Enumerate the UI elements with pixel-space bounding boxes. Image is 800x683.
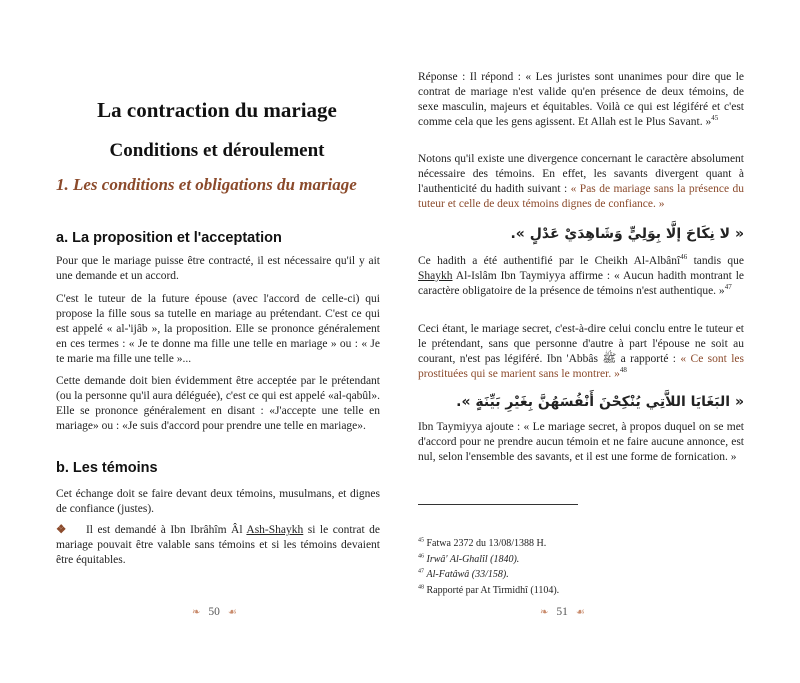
- bullet-icon: ❖: [56, 524, 68, 536]
- paragraph: Ce hadith a été authentifié par le Cheikh Al-Albânî$^{46}$ tandis que Shaykh Al-Islâm Ibn Taymiyya affirme : « Aucun hadith montrant le caractère obligatoire de la présence de témoins n'est authentique. »$^{47}$: [418, 253, 744, 297]
- chapter-subtitle: Conditions et déroulement: [109, 140, 325, 161]
- ornament-icon: ❧: [540, 606, 549, 618]
- paragraph: Ibn Taymiyya ajoute : « Le mariage secret, à propos duquel on se met d'accord pour ne prendre aucun témoin et ne faire aucune annonce, est nul, selon l'ensemble des savants, et il est une forme de fornication. »: [418, 421, 744, 463]
- ornament-icon: ❧: [192, 606, 201, 618]
- paragraph: Cet échange doit se faire devant deux témoins, musulmans, et dignes de confiance (justes).: [56, 488, 380, 515]
- hadith-quote: « Ce sont les prostituées qui se marient sans le montrer. »: [418, 353, 744, 380]
- paragraph-answer: Réponse : Il répond : « Les juristes sont unanimes pour dire que le contrat de mariage n'est valide qu'en présence de deux témoins, de sexe masculin, majeurs et équitables. Voilà ce qui est légiféré et c'est comme cela que les gens agissent. Et Allah est le Plus Savant. »$^{45}$: [418, 71, 744, 128]
- subheading-witnesses: b. Les témoins: [56, 460, 158, 476]
- footnote-ref: 47: [724, 283, 732, 292]
- footnotes: [418, 536, 718, 598]
- subheading-proposition: a. La proposition et l'acceptation: [56, 230, 282, 246]
- footnote: $^{47}$ Al-Fatâwâ (33/158).: [418, 568, 509, 580]
- paragraph: Ceci étant, le mariage secret, c'est-à-dire celui conclu entre le tuteur et le prétendant, sans que personne d'autre à part l'épouse ne soit au courant, n'est pas légiféré. Ibn 'Abbâs ﷺ a rapporté : « Ce sont les prostituées qui se marient sans le montrer. »$^{48}$: [418, 323, 744, 380]
- paragraph: C'est le tuteur de la future épouse (avec l'accord de celle-ci) qui propose la fille sous sa tutelle en mariage au prétendant. C'est ce qui est appelé « al-'ijâb », la proposition. Elle se prononce généralement en ces termes : « Je te donne ma fille une telle en mariage » ou : « Je te marie ma fille une telle »...: [56, 293, 380, 365]
- footnote-ref: 48: [619, 366, 627, 375]
- arabic-quote: « البَغَايَا اللاَّتِي يُنْكِحْنَ أَنْفُسَهُنَّ بِغَيْرِ بَيِّنَةٍ ».: [456, 394, 744, 410]
- right-page: [400, 0, 800, 683]
- section-title: 1. Les conditions et obligations du mariage: [56, 175, 357, 194]
- arabic-quote: « لا نِكَاحَ إلَّا بِوَلِيٍّ وَشَاهِدَيْ عَدْلٍ ».: [510, 226, 744, 242]
- page-number: ❧ 50 ☙: [192, 606, 237, 618]
- footnote-ref: 46: [680, 253, 688, 262]
- footnote-ref: 45: [711, 114, 719, 123]
- footnote: $^{45}$ Fatwa 2372 du 13/08/1388 H.: [418, 537, 547, 549]
- ornament-icon: ☙: [227, 606, 237, 618]
- footnote-divider: [418, 504, 578, 505]
- page-number: ❧ 51 ☙: [540, 606, 585, 618]
- ornament-icon: ☙: [575, 606, 585, 618]
- footnote: $^{48}$ Rapporté par At Tirmidhî (1104).: [418, 584, 560, 596]
- paragraph: Notons qu'il existe une divergence concernant le caractère absolument nécessaire des témoins. En effet, les savants divergent quant à l'authenticité du hadith suivant : « Pas de mariage sans la présence du tuteur et celle de deux témoins dignes de confiance. »: [418, 153, 744, 210]
- paragraph: Cette demande doit bien évidemment être acceptée par le prétendant (ou la personne qu'il aura déléguée), c'est ce qui est appelé «al-qabûl». Elle se prononce généralement en disant : «J'accepte une telle en mariage» ou : «Je suis d'accord pour prendre une telle en mariage».: [56, 375, 380, 432]
- footnote: $^{46}$ Irwâ' Al-Ghalîl (1840).: [418, 553, 520, 565]
- paragraph-question: ❖ Il est demandé à Ibn Ibrâhîm Âl Ash-Shaykh si le contrat de mariage pouvait être valable sans témoins et si les témoins devaient être équitables.: [56, 524, 381, 566]
- paragraph: Pour que le mariage puisse être contracté, il est nécessaire qu'il y ait une demande et un accord.: [56, 255, 380, 282]
- hadith-quote: « Pas de mariage sans la présence du tuteur et celle de deux témoins dignes de confiance. »: [418, 183, 744, 210]
- chapter-title: La contraction du mariage: [97, 98, 337, 122]
